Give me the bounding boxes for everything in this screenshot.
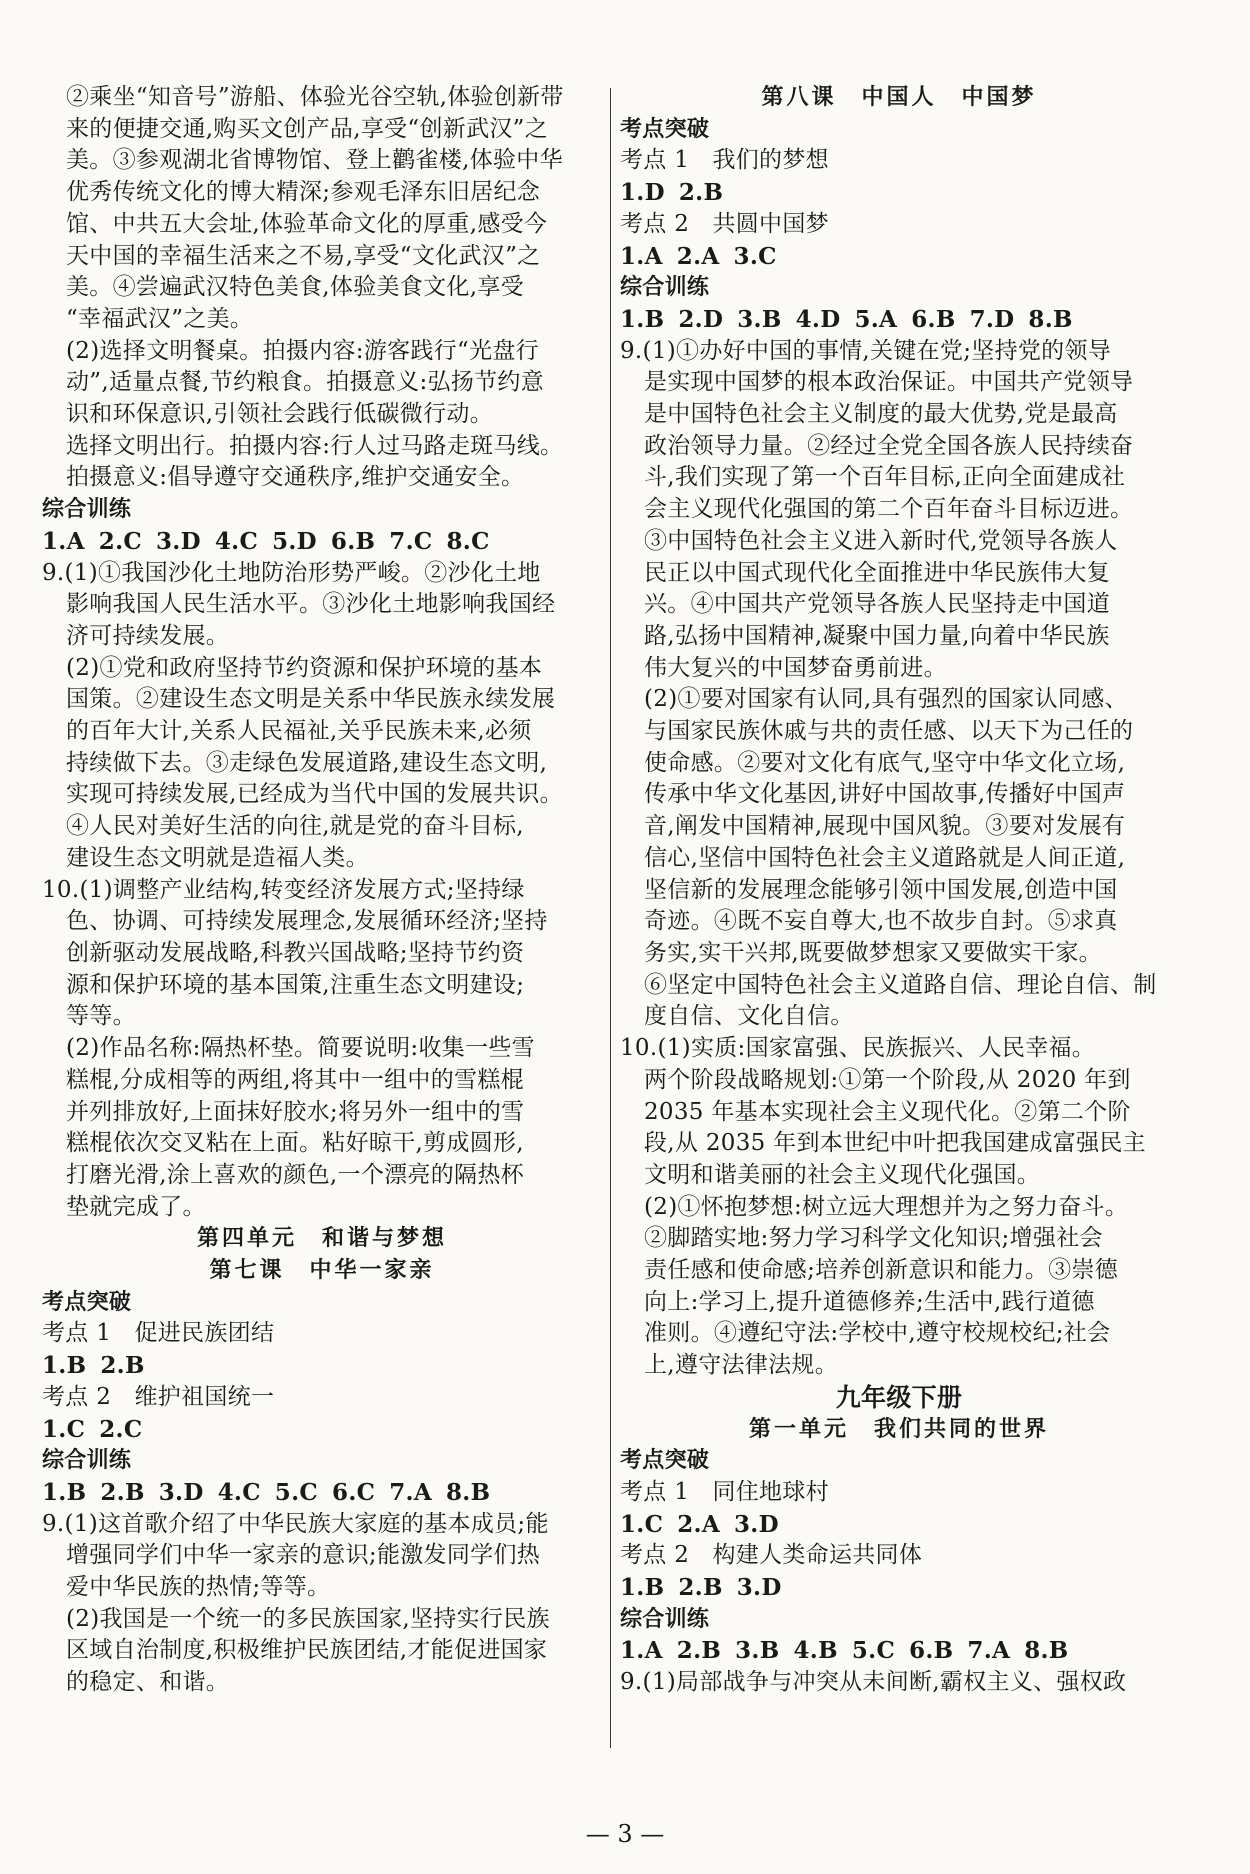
answer-item: 1.D xyxy=(620,179,665,207)
column-divider xyxy=(610,88,611,1748)
kaodian-title: 考点 1 促进民族团结 xyxy=(42,1320,275,1347)
left-column xyxy=(42,82,602,1699)
answer-item: 3.B xyxy=(737,305,782,333)
text-line: ②脚踏实地:努力学习科学文化知识;增强社会 xyxy=(644,1225,1103,1252)
text-line: ③中国特色社会主义进入新时代,党领导各族人 xyxy=(644,527,1118,554)
text-line: 爱中华民族的热情;等等。 xyxy=(66,1574,331,1601)
page-number: — 3 — xyxy=(585,1820,665,1848)
text-line: 建设生态文明就是造福人类。 xyxy=(66,844,369,871)
text-line: 责任感和使命感;培养创新意识和能力。③崇德 xyxy=(644,1257,1119,1284)
text-line: 源和保护环境的基本国策,注重生态文明建设; xyxy=(66,971,525,998)
text-line: 并列排放好,上面抹好胶水;将另外一组中的雪 xyxy=(66,1098,525,1125)
answer-item: 6.C xyxy=(332,1478,376,1506)
answer-item: 3.D xyxy=(736,1574,782,1602)
answer-item: 5.C xyxy=(851,1637,896,1665)
section-heading-zonghe: 综合训练 xyxy=(42,1448,132,1474)
answer-row xyxy=(620,241,1178,273)
answer-row xyxy=(42,1414,602,1446)
answer-row xyxy=(42,526,602,558)
text-line: 度自信、文化自信。 xyxy=(644,1003,854,1030)
answer-block-p2 xyxy=(42,336,602,495)
text-line: 会主义现代化强国的第二个百年奋斗目标迈进。 xyxy=(644,496,1134,523)
answer-item: 4.C xyxy=(214,527,259,555)
answer-row xyxy=(620,304,1178,336)
text-line: ④人民对美好生活的向往,就是党的奋斗目标, xyxy=(66,813,524,840)
answer-item: 2.B xyxy=(676,1637,722,1665)
text-line: 优秀传统文化的博大精深;参观毛泽东旧居纪念 xyxy=(66,179,541,206)
section-heading-kaodian: 考点突破 xyxy=(42,1289,132,1315)
text-line: 伟大复兴的中国梦奋勇前进。 xyxy=(644,654,947,681)
kaodian-title: 考点 1 同住地球村 xyxy=(620,1478,829,1505)
unit-title: 第一单元 我们共同的世界 xyxy=(748,1415,1049,1442)
answer-item: 7.D xyxy=(969,305,1015,333)
text-line: (2)①要对国家有认同,具有强烈的国家认同感、 xyxy=(644,686,1128,713)
text-line: 使命感。②要对文化有底气,坚守中华文化立场, xyxy=(644,749,1126,776)
answer-item: 3.C xyxy=(733,242,777,270)
answer-item: 3.D xyxy=(733,1510,779,1538)
answer-item: 1.B xyxy=(620,305,665,333)
answer-item: 7.A xyxy=(967,1637,1011,1665)
text-line: 美。④尝遍武汉特色美食,体验美食文化,享受 xyxy=(66,274,524,301)
answer-row xyxy=(620,1635,1178,1667)
text-line: 实现可持续发展,已经成为当代中国的发展共识。 xyxy=(66,781,563,808)
text-line: 的稳定、和谐。 xyxy=(66,1669,230,1696)
text-line: 识和环保意识,引领社会践行低碳微行动。 xyxy=(66,401,494,428)
answer-row xyxy=(620,1509,1178,1541)
text-line: 民正以中国式现代化全面推进中华民族伟大复 xyxy=(644,559,1110,586)
text-line: 坚信新的发展理念能够引领中国发展,创造中国 xyxy=(644,876,1118,903)
text-line: (2)选择文明餐桌。拍摄内容:游客践行“光盘行 xyxy=(66,337,539,364)
text-line: 拍摄意义:倡导遵守交通秩序,维护交通安全。 xyxy=(66,464,525,491)
question-9 xyxy=(620,336,1178,1033)
text-line: 色、协调、可持续发展理念,发展循环经济;坚持 xyxy=(66,908,548,935)
answer-item: 8.B xyxy=(1028,305,1073,333)
text-line: 传承中华文化基因,讲好中国故事,传播好中国声 xyxy=(644,781,1126,808)
section-heading-zonghe: 综合训练 xyxy=(620,1606,710,1632)
answer-item: 1.B xyxy=(42,1478,87,1506)
answer-item: 1.A xyxy=(42,527,85,555)
text-line: 奇迹。④既不妄自尊大,也不故步自封。⑤求真 xyxy=(644,908,1118,935)
text-line: 9.(1)①办好中国的事情,关键在党;坚持党的领导 xyxy=(620,337,1112,364)
answer-item: 2.B xyxy=(678,179,724,207)
text-line: 影响我国人民生活水平。③沙化土地影响我国经 xyxy=(66,591,556,618)
answer-item: 2.B xyxy=(100,1352,145,1380)
lesson-title: 第七课 中华一家亲 xyxy=(209,1257,435,1284)
text-line: 10.(1)实质:国家富强、民族振兴、人民幸福。 xyxy=(620,1035,1096,1062)
answer-item: 2.C xyxy=(99,1415,143,1443)
text-line: 10.(1)调整产业结构,转变经济发展方式;坚持绿 xyxy=(42,876,525,903)
answer-item: 1.B xyxy=(620,1574,665,1602)
text-line: 糕棍,分成相等的两组,将其中一组中的雪糕棍 xyxy=(66,1066,524,1093)
kaodian-title: 考点 2 维护祖国统一 xyxy=(42,1383,275,1410)
answer-item: 6.B xyxy=(911,305,956,333)
text-line: 斗,我们实现了第一个百年目标,正向全面建成社 xyxy=(644,464,1126,491)
text-line: 向上:学习上,提升道德修养;生活中,践行道德 xyxy=(644,1288,1095,1315)
text-line: 的百年大计,关系人民福祉,关乎民族未来,必须 xyxy=(66,718,532,745)
answer-item: 1.B xyxy=(42,1352,87,1380)
text-line: 美。③参观湖北省博物馆、登上鹳雀楼,体验中华 xyxy=(66,147,563,174)
text-line: (2)①怀抱梦想:树立远大理想并为之努力奋斗。 xyxy=(644,1193,1129,1220)
unit-title: 第四单元 和谐与梦想 xyxy=(196,1225,447,1252)
text-line: 上,遵守法律法规。 xyxy=(644,1352,839,1379)
answer-row xyxy=(620,177,1178,209)
text-line: 国策。②建设生态文明是关系中华民族永续发展 xyxy=(66,686,556,713)
section-heading-kaodian: 考点突破 xyxy=(620,116,710,142)
answer-item: 5.D xyxy=(272,527,317,555)
text-line: 段,从 2035 年到本世纪中叶把我国建成富强民主 xyxy=(644,1130,1146,1157)
text-line: 9.(1)①我国沙化土地防治形势严峻。②沙化土地 xyxy=(42,559,541,586)
answer-item: 1.C xyxy=(620,1510,664,1538)
answer-item: 8.B xyxy=(1024,1637,1069,1665)
kaodian-title: 考点 1 我们的梦想 xyxy=(620,147,829,174)
kaodian-title: 考点 2 共圆中国梦 xyxy=(620,210,829,237)
answer-item: 2.B xyxy=(100,1478,145,1506)
text-line: 糕棍依次交叉粘在上面。粘好晾干,剪成圆形, xyxy=(66,1130,524,1157)
answer-row xyxy=(620,1572,1178,1604)
answer-item: 1.C xyxy=(42,1415,86,1443)
text-line: 选择文明出行。拍摄内容:行人过马路走斑马线。 xyxy=(66,432,564,459)
text-line: 来的便捷交通,购买文创产品,享受“创新武汉”之 xyxy=(66,115,549,142)
text-line: 与国家民族休戚与共的责任感、以天下为己任的 xyxy=(644,718,1134,745)
text-line: (2)①党和政府坚持节约资源和保护环境的基本 xyxy=(66,654,543,681)
text-line: ②乘坐“知音号”游船、体验光谷空轨,体验创新带 xyxy=(66,84,564,110)
text-line: 是实现中国梦的根本政治保证。中国共产党领导 xyxy=(644,369,1134,396)
answer-row xyxy=(42,1477,602,1509)
text-line: (2)我国是一个统一的多民族国家,坚持实行民族 xyxy=(66,1605,550,1632)
answer-item: 5.A xyxy=(854,305,898,333)
text-line: 垫就完成了。 xyxy=(66,1193,206,1220)
answer-item: 3.D xyxy=(158,1478,204,1506)
text-line: 创新驱动发展战略,科教兴国战略;坚持节约资 xyxy=(66,939,525,966)
question-9 xyxy=(42,558,602,875)
answer-item: 3.D xyxy=(155,527,201,555)
text-line: 准则。④遵纪守法:学校中,遵守校规校纪;社会 xyxy=(644,1320,1111,1347)
text-line: 是中国特色社会主义制度的最大优势,党是最高 xyxy=(644,401,1118,428)
text-line: 文明和谐美丽的社会主义现代化强国。 xyxy=(644,1161,1041,1188)
grade-title: 九年级下册 xyxy=(835,1382,963,1412)
answer-item: 4.D xyxy=(795,305,841,333)
section-heading-kaodian: 考点突破 xyxy=(620,1448,710,1474)
answer-item: 2.D xyxy=(678,305,724,333)
text-line: ⑥坚定中国特色社会主义道路自信、理论自信、制 xyxy=(644,971,1157,998)
text-line: 两个阶段战略规划:①第一个阶段,从 2020 年到 xyxy=(644,1066,1131,1093)
text-line: 馆、中共五大会址,体验革命文化的厚重,感受今 xyxy=(66,210,548,237)
answer-item: 2.C xyxy=(98,527,142,555)
right-column xyxy=(620,82,1178,1699)
answer-item: 2.A xyxy=(677,1510,720,1538)
answer-item: 7.C xyxy=(389,527,433,555)
answer-item: 7.A xyxy=(389,1478,432,1506)
text-line: 区域自治制度,积极维护民族团结,才能促进国家 xyxy=(66,1637,548,1664)
question-10 xyxy=(42,875,602,1224)
answer-item: 6.B xyxy=(330,527,376,555)
text-line: 兴。④中国共产党领导各族人民坚持走中国道 xyxy=(644,591,1110,618)
answer-item: 4.C xyxy=(217,1478,261,1506)
answer-item: 6.B xyxy=(909,1637,954,1665)
text-line: 信心,坚信中国特色社会主义道路就是人间正道, xyxy=(644,844,1126,871)
text-line: 政治领导力量。②经过全党全国各族人民持续奋 xyxy=(644,432,1134,459)
question-9 xyxy=(42,1509,602,1699)
kaodian-title: 考点 2 构建人类命运共同体 xyxy=(620,1542,923,1569)
text-line: 务实,实干兴邦,既要做梦想家又要做实干家。 xyxy=(644,939,1102,966)
text-line: 9.(1)局部战争与冲突从未间断,霸权主义、强权政 xyxy=(620,1669,1127,1696)
text-line: 音,阐发中国精神,展现中国风貌。③要对发展有 xyxy=(644,813,1126,840)
text-line: 持续做下去。③走绿色发展道路,建设生态文明, xyxy=(66,749,548,776)
text-line: 等等。 xyxy=(66,1003,136,1030)
answer-item: 1.A xyxy=(620,1637,663,1665)
answer-row xyxy=(42,1350,602,1382)
text-line: 动”,适量点餐,节约粮食。拍摄意义:弘扬节约意 xyxy=(66,369,545,396)
answer-item: 1.A xyxy=(620,242,663,270)
answer-block-p1 xyxy=(42,82,602,336)
answer-item: 8.B xyxy=(446,1478,491,1506)
answer-item: 8.C xyxy=(446,527,490,555)
answer-item: 2.B xyxy=(678,1574,723,1602)
text-line: 增强同学们中华一家亲的意识;能激发同学们热 xyxy=(66,1542,541,1569)
text-line: 打磨光滑,涂上喜欢的颜色,一个漂亮的隔热杯 xyxy=(66,1161,524,1188)
section-heading-zonghe: 综合训练 xyxy=(620,275,710,301)
lesson-title: 第八课 中国人 中国梦 xyxy=(761,84,1037,110)
text-line: 路,弘扬中国精神,凝聚中国力量,向着中华民族 xyxy=(644,622,1110,649)
text-line: (2)作品名称:隔热杯垫。简要说明:收集一些雪 xyxy=(66,1035,535,1062)
text-line: 天中国的幸福生活来之不易,享受“文化武汉”之 xyxy=(66,242,541,269)
answer-item: 3.B xyxy=(735,1637,780,1665)
text-line: 9.(1)这首歌介绍了中华民族大家庭的基本成员;能 xyxy=(42,1510,549,1537)
question-10 xyxy=(620,1033,1178,1382)
text-line: 济可持续发展。 xyxy=(66,622,230,649)
answer-item: 2.A xyxy=(676,242,720,270)
text-line: “幸福武汉”之美。 xyxy=(66,305,254,332)
answer-item: 5.C xyxy=(274,1478,319,1506)
text-line: 2035 年基本实现社会主义现代化。②第二个阶 xyxy=(644,1098,1131,1125)
answer-item: 4.B xyxy=(793,1637,838,1665)
section-heading-zonghe: 综合训练 xyxy=(42,497,132,523)
